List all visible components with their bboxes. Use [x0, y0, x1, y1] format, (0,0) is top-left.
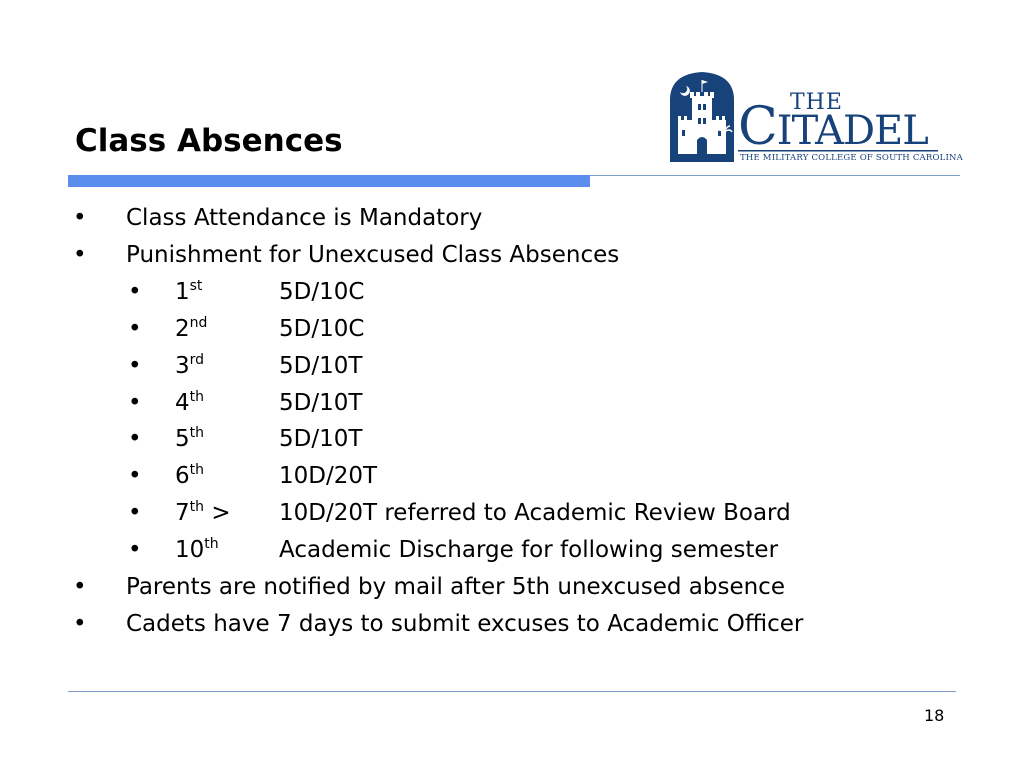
bullet-glyph: • [73, 242, 87, 268]
sub-bullet-glyph: • [128, 426, 142, 452]
absence-ordinal: 10th [175, 536, 219, 563]
absence-penalty: 5D/10C [279, 316, 365, 342]
absence-penalty: 5D/10T [279, 353, 363, 379]
logo-name-text [738, 97, 928, 158]
bullet-attendance-mandatory: Class Attendance is Mandatory [126, 205, 483, 231]
sub-bullet-glyph: • [128, 316, 142, 342]
sub-bullet-glyph: • [128, 353, 142, 379]
sub-bullet-glyph: • [128, 463, 142, 489]
header-accent-bar [68, 175, 590, 187]
absence-ordinal: 4th [175, 389, 205, 416]
bullet-parents-notified: Parents are notified by mail after 5th unexcused absence [126, 574, 785, 600]
absence-penalty: 10D/20T [279, 463, 378, 489]
sub-bullet-glyph: • [128, 500, 142, 526]
sub-bullet-glyph: • [128, 279, 142, 305]
bullet-cadets-excuses: Cadets have 7 days to submit excuses to Academic Officer [126, 611, 804, 637]
absence-penalty: 5D/10T [279, 390, 363, 416]
absence-ordinal: 5th [175, 425, 205, 452]
logo-name-rest: ITADEL [776, 108, 928, 154]
logo-subtitle: THE MILITARY COLLEGE OF SOUTH CAROLINA [740, 153, 964, 163]
bullet-glyph: • [73, 611, 87, 637]
absence-penalty: 5D/10C [279, 279, 365, 305]
sub-bullet-glyph: • [128, 537, 142, 563]
page-number: 18 [924, 706, 945, 725]
bullet-glyph: • [73, 574, 87, 600]
absence-penalty: 10D/20T referred to Academic Review Board [279, 500, 791, 526]
slide-title: Class Absences [75, 123, 343, 159]
logo-name-initial: C [738, 97, 777, 157]
absence-ordinal: 6th [175, 462, 205, 489]
absence-ordinal: 3rd [175, 352, 205, 379]
bullet-punishment-heading: Punishment for Unexcused Class Absences [126, 242, 620, 268]
bullet-glyph: • [73, 205, 87, 231]
footer-divider [68, 691, 956, 692]
absence-ordinal: 1st [175, 278, 203, 305]
absence-penalty: 5D/10T [279, 426, 363, 452]
absence-ordinal: 2nd [175, 315, 208, 342]
sub-bullet-glyph: • [128, 390, 142, 416]
absence-ordinal: 7th > [175, 499, 231, 526]
logo-the-text: THE [790, 90, 843, 115]
absence-penalty: Academic Discharge for following semester [279, 537, 779, 563]
